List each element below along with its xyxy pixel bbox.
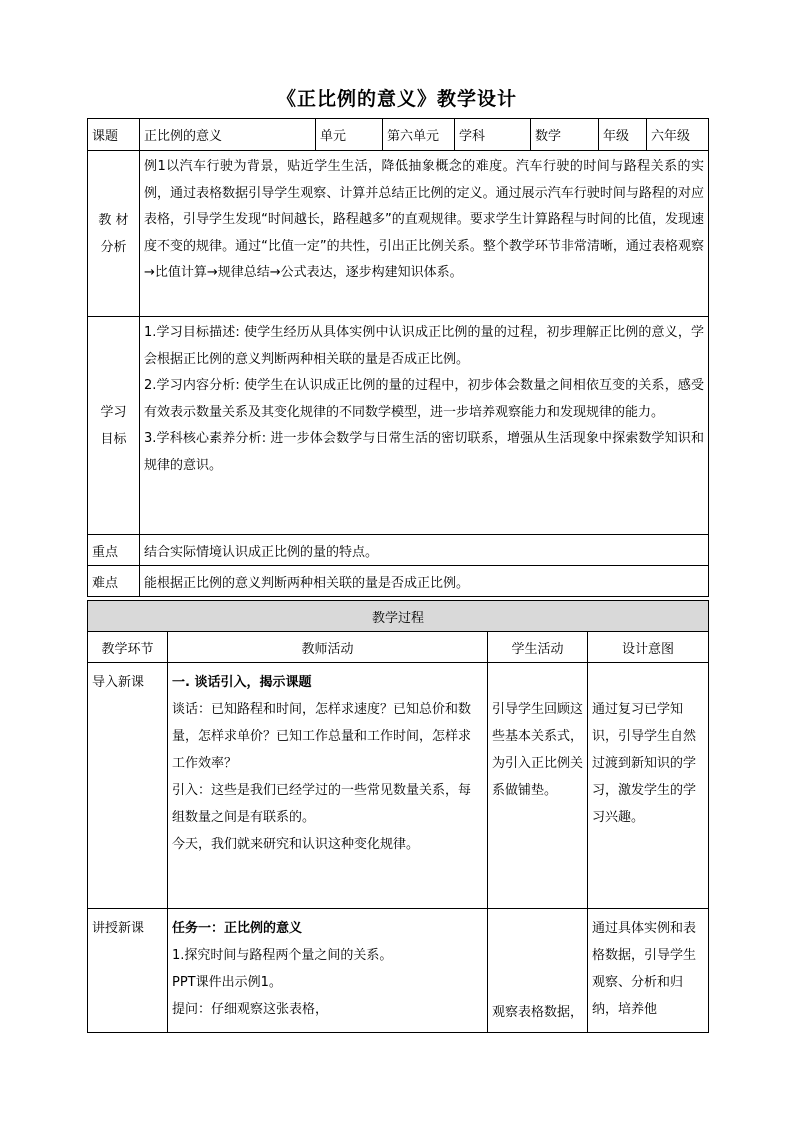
- grade-label: 年级: [599, 119, 647, 151]
- teacher-line: 1.探究时间与路程两个量之间的关系。: [172, 948, 393, 963]
- goal-item-1: 1.学习目标描述: 使学生经历从具体实例中认识成正比例的量的过程，初步理解正比例的意义，学会根据正比例的意义判断两种相关联的量是否成正比例。: [144, 325, 704, 367]
- key-point-label: 重点: [88, 535, 140, 566]
- teacher-line: 今天，我们就来研究和认识这种变化规律。: [172, 837, 420, 852]
- stage-new-lesson: 讲授新课: [88, 909, 168, 1033]
- learning-goals-text: [140, 317, 709, 535]
- topic-label: 课题: [88, 119, 140, 151]
- material-analysis-text: 例1以汽车行驶为背景，贴近学生生活，降低抽象概念的难度。汽车行驶的时间与路程关系的实例，通过表格数据引导学生观察、计算并总结正比例的定义。通过展示汽车行驶时间与路程的对应表格，引导学生发现“时间越长，路程越多”的直观规律。要求学生计算路程与时间的比值，发现速度不变的规律。通过“比值一定”的共性，引出正比例关系。整个教学环节非常清晰，通过表格观察→比值计算→规律总结→公式表达，逐步构建知识体系。: [140, 151, 709, 317]
- teacher-line: 引入：这些是我们已经学过的一些常见数量关系，每组数量之间是有联系的。: [172, 783, 472, 825]
- column-header-student: 学生活动: [488, 632, 588, 663]
- grade-value: 六年级: [647, 119, 709, 151]
- teacher-heading-intro: 一. 谈话引入，揭示课题: [172, 675, 312, 690]
- material-analysis-label: 教 材 分析: [88, 151, 140, 317]
- teacher-line: 提问：仔细观察这张表格，: [172, 1002, 329, 1017]
- column-header-teacher: 教师活动: [168, 632, 488, 663]
- teacher-line: 谈话：已知路程和时间，怎样求速度？已知总价和数量，怎样求单价？已知工作总量和工作时间，怎样求工作效率？: [172, 702, 472, 771]
- key-point-text: 结合实际情境认识成正比例的量的特点。: [140, 535, 709, 566]
- goal-item-2: 2.学习内容分析: 使学生在认识成正比例的量的过程中，初步体会数量之间相依互变的关系，感受有效表示数量关系及其变化规律的不同数学模型，进一步培养观察能力和发现规律的能力。: [144, 378, 704, 420]
- column-header-stage: 教学环节: [88, 632, 168, 663]
- learning-goals-label: 学习 目标: [88, 317, 140, 535]
- subject-value: 数学: [531, 119, 599, 151]
- topic-value: 正比例的意义: [140, 119, 316, 151]
- teacher-activity-intro: [168, 663, 488, 909]
- student-activity-new-lesson: 观察表格数据，: [488, 909, 588, 1033]
- difficulty-label: 难点: [88, 566, 140, 597]
- column-header-intent: 设计意图: [588, 632, 709, 663]
- student-activity-intro: 引导学生回顾这些基本关系式，为引入正比例关系做铺垫。: [488, 663, 588, 909]
- design-intent-new-lesson: 通过具体实例和表格数据，引导学生观察、分析和归纳，培养他: [588, 909, 709, 1033]
- teacher-line: PPT课件出示例1。: [172, 975, 282, 990]
- goal-item-3: 3.学科核心素养分析: 进一步体会数学与日常生活的密切联系，增强从生活现象中探索数学知识和规律的意识。: [144, 431, 704, 473]
- lesson-info-table: [87, 118, 709, 597]
- stage-intro: 导入新课: [88, 663, 168, 909]
- design-intent-intro: 通过复习已学知识，引导学生自然过渡到新知识的学习，激发学生的学习兴趣。: [588, 663, 709, 909]
- teacher-activity-new-lesson: [168, 909, 488, 1033]
- process-header: 教学过程: [88, 601, 709, 632]
- subject-label: 学科: [455, 119, 531, 151]
- unit-value: 第六单元: [383, 119, 455, 151]
- teacher-heading-new-lesson: 任务一：正比例的意义: [172, 921, 303, 936]
- document-title: 《正比例的意义》教学设计: [276, 88, 517, 110]
- difficulty-text: 能根据正比例的意义判断两种相关联的量是否成正比例。: [140, 566, 709, 597]
- unit-label: 单元: [316, 119, 383, 151]
- teaching-process-table: [87, 600, 709, 1033]
